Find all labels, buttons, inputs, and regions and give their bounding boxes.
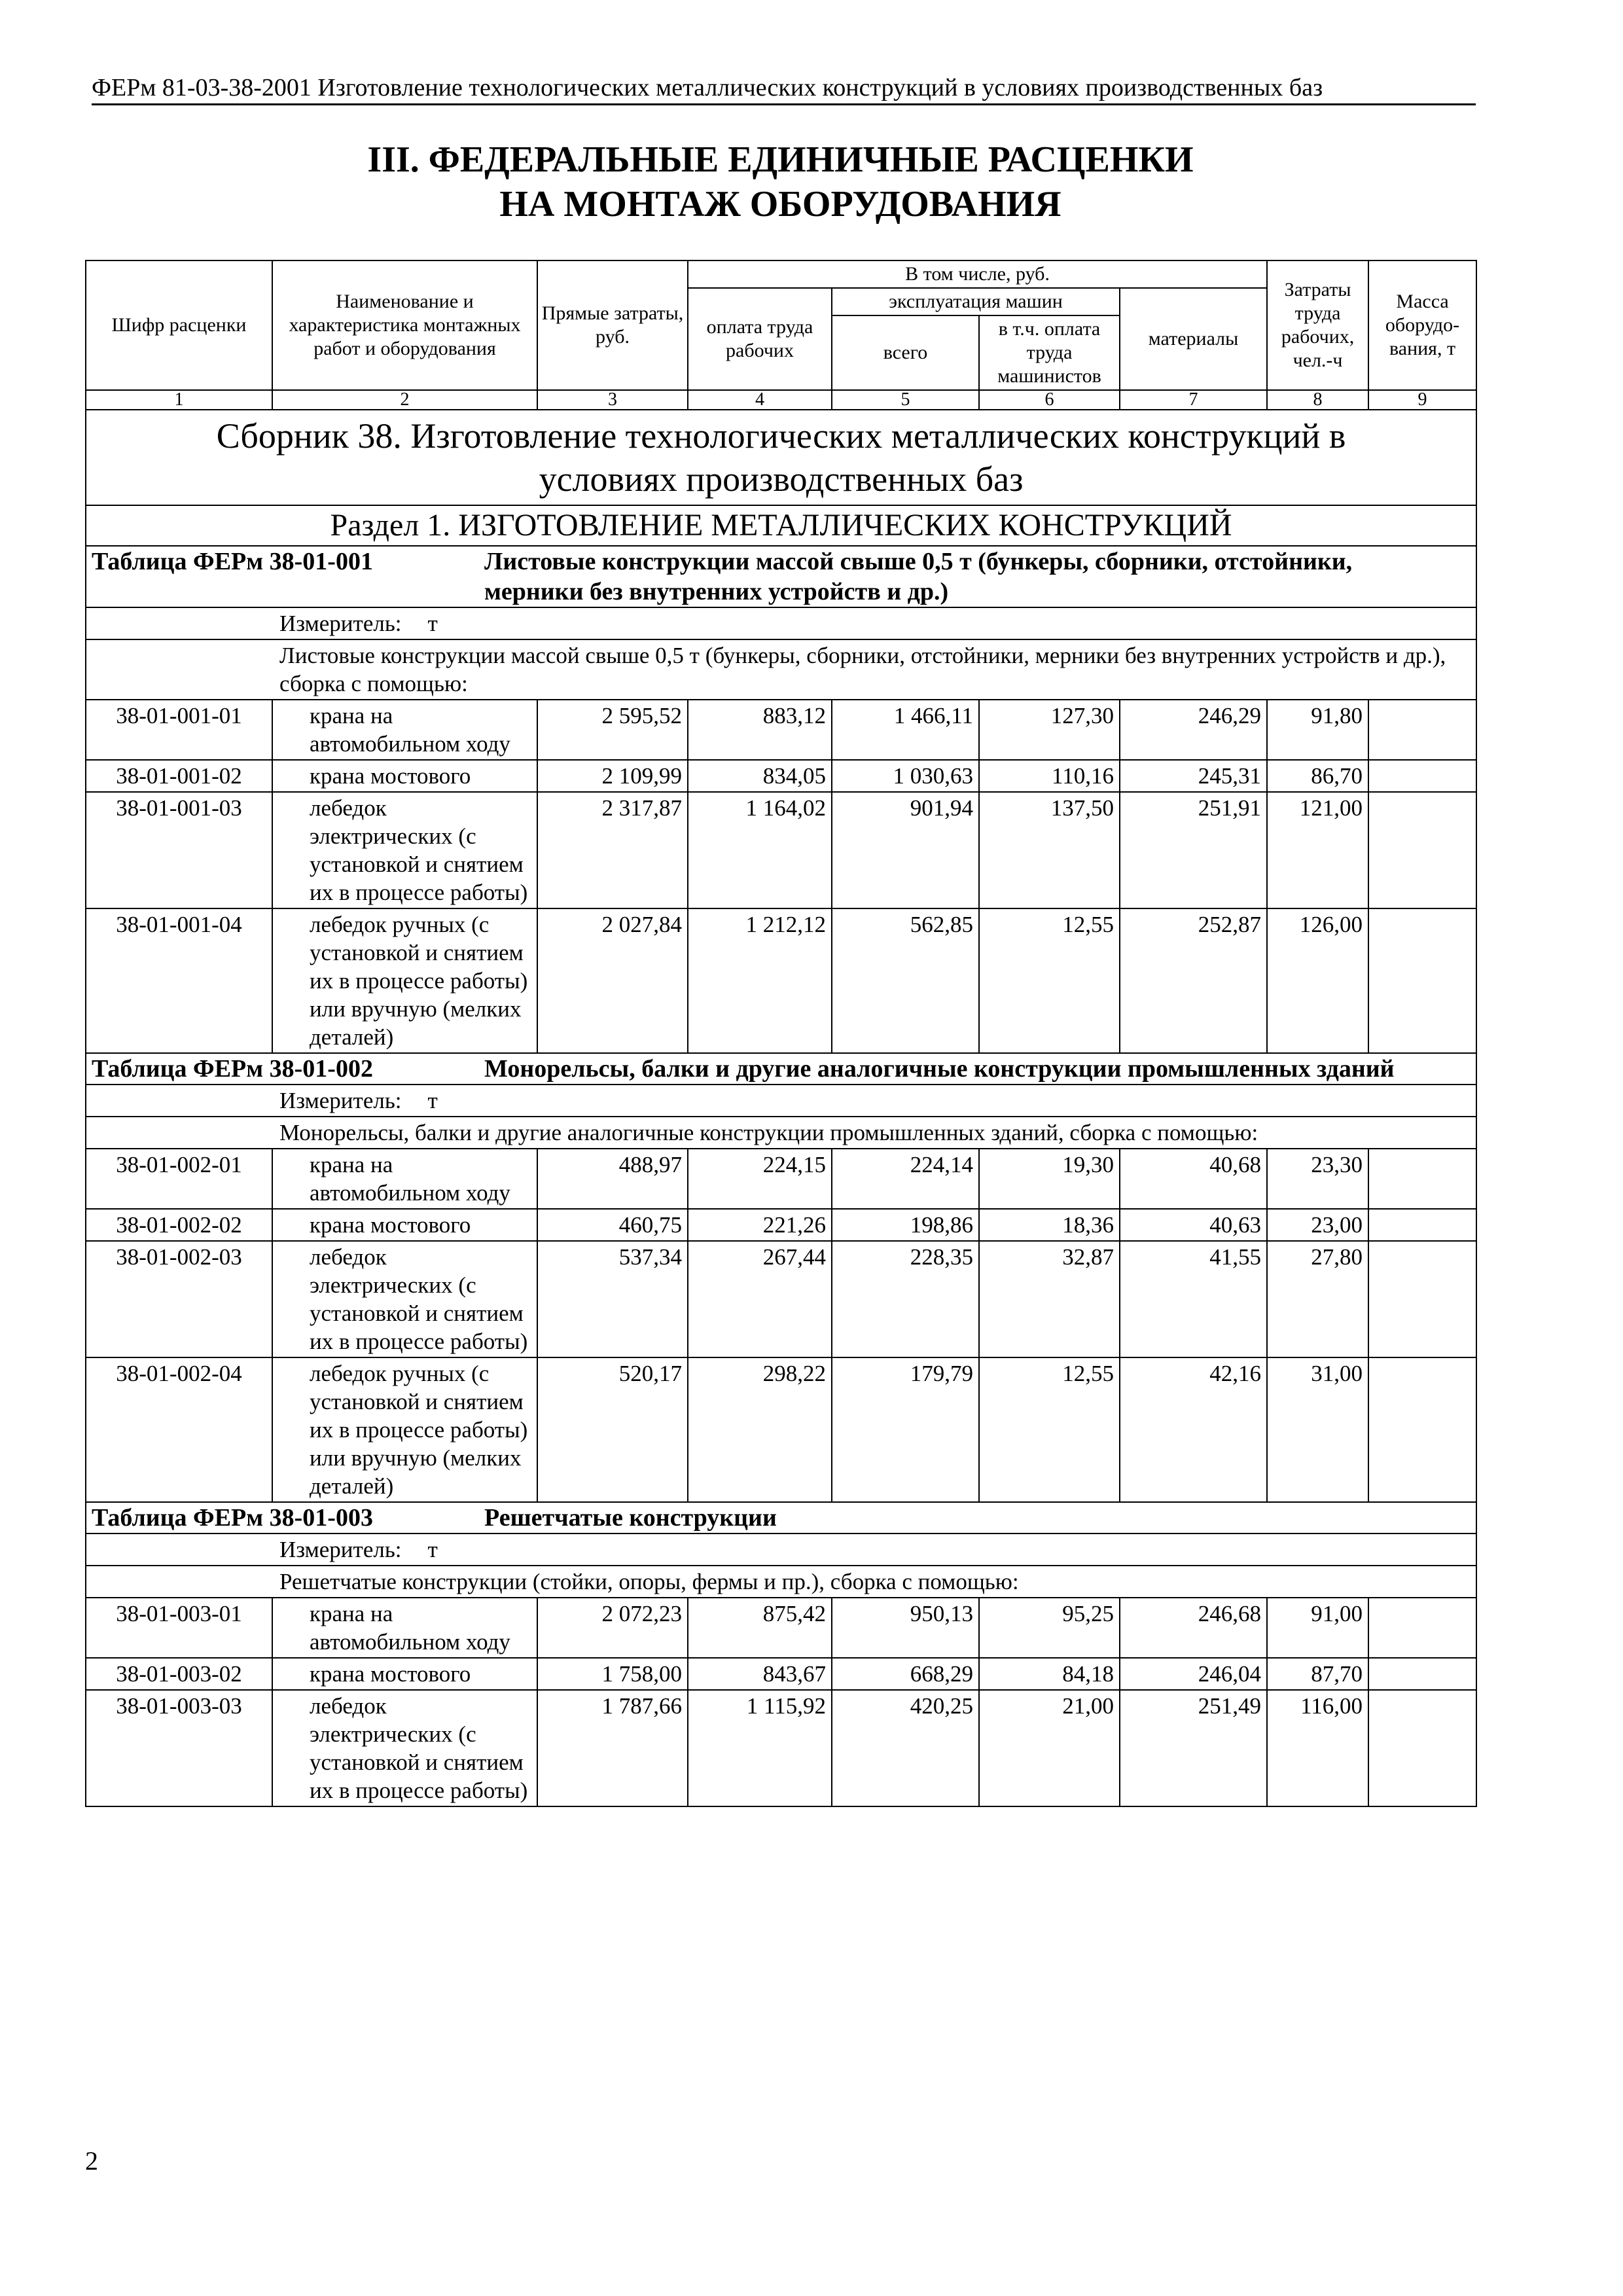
col-number: 3 (537, 390, 688, 410)
col-number: 6 (979, 390, 1120, 410)
rate-labor: 834,05 (688, 760, 832, 792)
col-header-machinists-pay: в т.ч. оплата труда машинистов (979, 315, 1120, 390)
rate-name: крана мостового (272, 760, 537, 792)
col-number: 5 (832, 390, 979, 410)
col-header-machines: эксплуатация машин (832, 288, 1120, 315)
rate-machinists: 84,18 (979, 1658, 1120, 1690)
rate-machines: 950,13 (832, 1598, 979, 1658)
rate-machines: 562,85 (832, 908, 979, 1053)
rate-labor: 267,44 (688, 1241, 832, 1357)
rate-machinists: 95,25 (979, 1598, 1120, 1658)
rate-machinists: 32,87 (979, 1241, 1120, 1357)
measure-label: Измеритель: (279, 1537, 402, 1562)
running-header: ФЕРм 81-03-38-2001 Изготовление технологических металлических конструкций в условиях производственных баз (92, 73, 1476, 105)
table-row (86, 700, 1476, 760)
rate-name: лебедок электрических (с установкой и снятием их в процессе работы) (272, 1241, 537, 1357)
rate-hours: 116,00 (1267, 1690, 1368, 1806)
rate-labor: 1 115,92 (688, 1690, 832, 1806)
rate-machinists: 110,16 (979, 760, 1120, 792)
table-code: Таблица ФЕРм 38-01-002 (92, 1055, 373, 1083)
rate-direct: 1 758,00 (537, 1658, 688, 1690)
measure-unit: т (427, 611, 438, 636)
rate-code: 38-01-001-02 (86, 760, 272, 792)
rate-machines: 228,35 (832, 1241, 979, 1357)
rate-name: крана на автомобильном ходу (272, 700, 537, 760)
rate-name: лебедок ручных (с установкой и снятием их в процессе работы) или вручную (мелких деталей) (272, 908, 537, 1053)
rate-machinists: 127,30 (979, 700, 1120, 760)
col-number: 4 (688, 390, 832, 410)
rate-mass (1368, 1357, 1476, 1502)
rate-machinists: 19,30 (979, 1149, 1120, 1209)
rate-code: 38-01-001-04 (86, 908, 272, 1053)
rate-materials: 40,68 (1120, 1149, 1267, 1209)
col-header-machines-total: всего (832, 315, 979, 390)
rate-materials: 246,04 (1120, 1658, 1267, 1690)
rate-direct: 2 072,23 (537, 1598, 688, 1658)
rate-name: крана на автомобильном ходу (272, 1149, 537, 1209)
rate-materials: 246,29 (1120, 700, 1267, 760)
rate-mass (1368, 700, 1476, 760)
rate-materials: 252,87 (1120, 908, 1267, 1053)
rate-direct: 460,75 (537, 1209, 688, 1241)
rate-code: 38-01-002-02 (86, 1209, 272, 1241)
rate-hours: 23,30 (1267, 1149, 1368, 1209)
table-row (86, 1658, 1476, 1690)
measure-row (86, 1085, 1476, 1117)
rate-direct: 2 027,84 (537, 908, 688, 1053)
table-row (86, 1209, 1476, 1241)
measure-label: Измеритель: (279, 611, 402, 636)
table-row (86, 1598, 1476, 1658)
rate-machinists: 21,00 (979, 1690, 1120, 1806)
table-code: Таблица ФЕРм 38-01-001 (92, 548, 373, 575)
rate-direct: 2 109,99 (537, 760, 688, 792)
rate-labor: 875,42 (688, 1598, 832, 1658)
page-number: 2 (85, 2146, 98, 2176)
rate-mass (1368, 1209, 1476, 1241)
rate-machines: 198,86 (832, 1209, 979, 1241)
col-number: 7 (1120, 390, 1267, 410)
rate-hours: 91,00 (1267, 1598, 1368, 1658)
rate-machines: 668,29 (832, 1658, 979, 1690)
rate-mass (1368, 1149, 1476, 1209)
col-header-mass: Масса оборудо-вания, т (1368, 260, 1476, 390)
table-code: Таблица ФЕРм 38-01-003 (92, 1504, 373, 1532)
rate-code: 38-01-003-03 (86, 1690, 272, 1806)
rate-hours: 27,80 (1267, 1241, 1368, 1357)
measure-unit: т (427, 1537, 438, 1562)
rate-hours: 31,00 (1267, 1357, 1368, 1502)
page-title-line-1: III. ФЕДЕРАЛЬНЫЕ ЕДИНИЧНЫЕ РАСЦЕНКИ (367, 139, 1194, 180)
rate-machines: 1 030,63 (832, 760, 979, 792)
rate-labor: 298,22 (688, 1357, 832, 1502)
rate-direct: 1 787,66 (537, 1690, 688, 1806)
col-number: 8 (1267, 390, 1368, 410)
measure-row (86, 607, 1476, 639)
section-title: Раздел 1. ИЗГОТОВЛЕНИЕ МЕТАЛЛИЧЕСКИХ КОНСТРУКЦИЙ (86, 505, 1476, 546)
rate-materials: 40,63 (1120, 1209, 1267, 1241)
table-row (86, 760, 1476, 792)
table-title (86, 1502, 1476, 1534)
table-intro: Листовые конструкции массой свыше 0,5 т (бункеры, сборники, отстойники, мерники без внутренних устройств и др.), сборка с помощью: (86, 639, 1476, 700)
rate-labor: 843,67 (688, 1658, 832, 1690)
rate-labor: 224,15 (688, 1149, 832, 1209)
rate-name: крана мостового (272, 1658, 537, 1690)
page-title-line-2: НА МОНТАЖ ОБОРУДОВАНИЯ (499, 184, 1061, 224)
col-header-materials: материалы (1120, 288, 1267, 390)
rates-table (85, 260, 1477, 1807)
table-name: Листовые конструкции массой свыше 0,5 т (бункеры, сборники, отстойники, мерники без внутренних устройств и др.) (484, 548, 1353, 605)
table-row (86, 1241, 1476, 1357)
rate-machines: 420,25 (832, 1690, 979, 1806)
rate-materials: 251,49 (1120, 1690, 1267, 1806)
table-row (86, 792, 1476, 908)
rate-code: 38-01-003-02 (86, 1658, 272, 1690)
collection-title-line-1: Сборник 38. Изготовление технологических металлических конструкций в (216, 416, 1346, 456)
col-number: 2 (272, 390, 537, 410)
col-header-code: Шифр расценки (86, 260, 272, 390)
rate-materials: 42,16 (1120, 1357, 1267, 1502)
rate-mass (1368, 1658, 1476, 1690)
table-intro: Решетчатые конструкции (стойки, опоры, фермы и пр.), сборка с помощью: (86, 1566, 1476, 1598)
rate-hours: 126,00 (1267, 908, 1368, 1053)
table-title (86, 1053, 1476, 1085)
table-row (86, 908, 1476, 1053)
rate-direct: 2 595,52 (537, 700, 688, 760)
rate-code: 38-01-002-04 (86, 1357, 272, 1502)
table-row (86, 1357, 1476, 1502)
rate-code: 38-01-001-03 (86, 792, 272, 908)
table-row (86, 1149, 1476, 1209)
rate-mass (1368, 908, 1476, 1053)
col-header-labor-hours: Затраты труда рабочих, чел.-ч (1267, 260, 1368, 390)
collection-title-line-2: условиях производственных баз (539, 459, 1024, 499)
page-title (85, 137, 1476, 226)
rate-machines: 179,79 (832, 1357, 979, 1502)
rate-name: лебедок электрических (с установкой и снятием их в процессе работы) (272, 1690, 537, 1806)
rate-machines: 224,14 (832, 1149, 979, 1209)
rate-code: 38-01-001-01 (86, 700, 272, 760)
rate-name: крана на автомобильном ходу (272, 1598, 537, 1658)
rate-materials: 251,91 (1120, 792, 1267, 908)
rate-name: крана мостового (272, 1209, 537, 1241)
rate-direct: 537,34 (537, 1241, 688, 1357)
rate-labor: 221,26 (688, 1209, 832, 1241)
table-row (86, 1690, 1476, 1806)
rate-materials: 41,55 (1120, 1241, 1267, 1357)
table-title (86, 546, 1476, 607)
rate-code: 38-01-002-03 (86, 1241, 272, 1357)
rate-machinists: 12,55 (979, 1357, 1120, 1502)
rate-materials: 246,68 (1120, 1598, 1267, 1658)
rate-labor: 883,12 (688, 700, 832, 760)
rate-mass (1368, 1690, 1476, 1806)
rate-machines: 1 466,11 (832, 700, 979, 760)
table-name: Монорельсы, балки и другие аналогичные конструкции промышленных зданий (484, 1055, 1395, 1083)
rate-hours: 86,70 (1267, 760, 1368, 792)
measure-unit: т (427, 1088, 438, 1113)
rate-name: лебедок ручных (с установкой и снятием их в процессе работы) или вручную (мелких деталей) (272, 1357, 537, 1502)
measure-row (86, 1534, 1476, 1566)
rate-labor: 1 164,02 (688, 792, 832, 908)
rate-machinists: 137,50 (979, 792, 1120, 908)
rate-mass (1368, 792, 1476, 908)
rate-hours: 121,00 (1267, 792, 1368, 908)
measure-label: Измеритель: (279, 1088, 402, 1113)
rate-hours: 23,00 (1267, 1209, 1368, 1241)
col-number: 9 (1368, 390, 1476, 410)
rate-groups (86, 546, 1476, 1806)
rate-mass (1368, 1598, 1476, 1658)
table-intro: Монорельсы, балки и другие аналогичные конструкции промышленных зданий, сборка с помощью: (86, 1117, 1476, 1149)
rate-mass (1368, 1241, 1476, 1357)
col-header-name: Наименование и характеристика монтажных работ и оборудования (272, 260, 537, 390)
table-name: Решетчатые конструкции (484, 1504, 777, 1532)
rate-direct: 488,97 (537, 1149, 688, 1209)
rate-machinists: 12,55 (979, 908, 1120, 1053)
col-header-direct: Прямые затраты, руб. (537, 260, 688, 390)
rate-machinists: 18,36 (979, 1209, 1120, 1241)
col-header-including: В том числе, руб. (688, 260, 1267, 288)
col-header-labor-pay: оплата труда рабочих (688, 288, 832, 390)
rate-mass (1368, 760, 1476, 792)
rate-hours: 91,80 (1267, 700, 1368, 760)
rate-direct: 2 317,87 (537, 792, 688, 908)
rate-code: 38-01-003-01 (86, 1598, 272, 1658)
rate-labor: 1 212,12 (688, 908, 832, 1053)
rate-name: лебедок электрических (с установкой и снятием их в процессе работы) (272, 792, 537, 908)
rate-code: 38-01-002-01 (86, 1149, 272, 1209)
col-number: 1 (86, 390, 272, 410)
collection-title (86, 410, 1476, 505)
rate-materials: 245,31 (1120, 760, 1267, 792)
rate-direct: 520,17 (537, 1357, 688, 1502)
rate-hours: 87,70 (1267, 1658, 1368, 1690)
rate-machines: 901,94 (832, 792, 979, 908)
